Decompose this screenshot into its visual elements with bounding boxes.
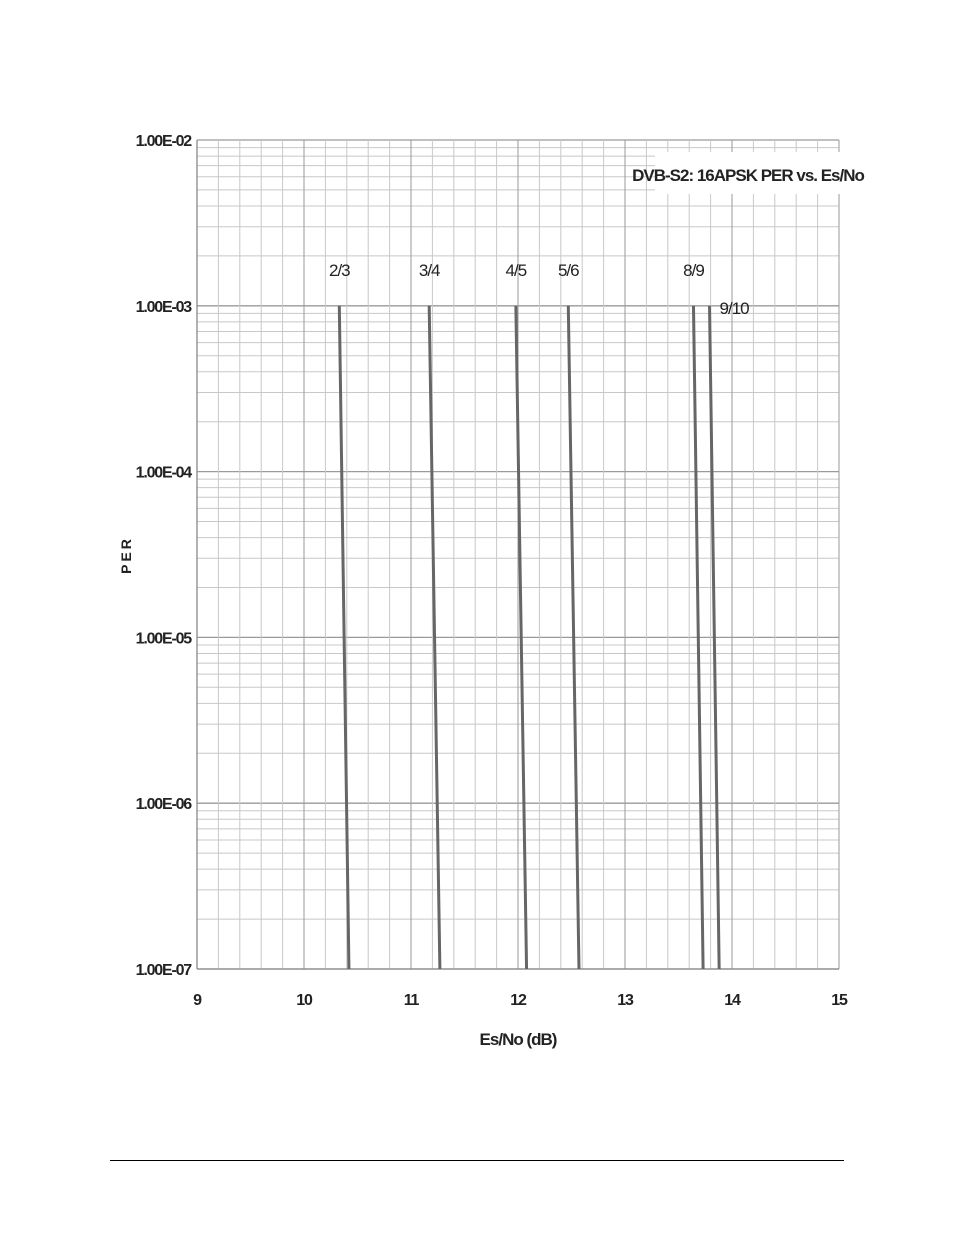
footer-rule — [110, 1160, 844, 1161]
chart-title-box — [632, 152, 864, 194]
y-tick-label: 1.00E-05 — [135, 630, 191, 648]
y-tick-label: 1.00E-04 — [135, 464, 191, 482]
series-label: 5/6 — [557, 260, 579, 280]
series-label: 4/5 — [505, 260, 527, 280]
y-axis-label: PER — [118, 536, 134, 574]
x-tick-label: 10 — [296, 992, 312, 1009]
x-tick-label: 14 — [724, 992, 740, 1009]
y-tick-label: 1.00E-06 — [135, 796, 191, 814]
chart-title: DVB-S2: 16APSK PER vs. Es/No — [632, 166, 864, 185]
series-label: 2/3 — [328, 260, 350, 280]
y-tick-label: 1.00E-02 — [135, 133, 191, 150]
y-tick-label: 1.00E-07 — [135, 962, 191, 979]
series-label: 8/9 — [683, 260, 704, 280]
x-tick-label: 11 — [403, 992, 419, 1009]
series-label: 3/4 — [418, 260, 440, 280]
series-label: 9/10 — [719, 298, 749, 318]
x-tick-label: 13 — [617, 992, 633, 1009]
x-axis-label: Es/No (dB) — [479, 1030, 557, 1049]
x-tick-label: 15 — [831, 992, 847, 1009]
x-tick-label: 12 — [510, 992, 526, 1009]
y-tick-label: 1.00E-03 — [135, 298, 191, 316]
tick-labels — [136, 133, 848, 1009]
x-tick-label: 9 — [193, 992, 201, 1009]
